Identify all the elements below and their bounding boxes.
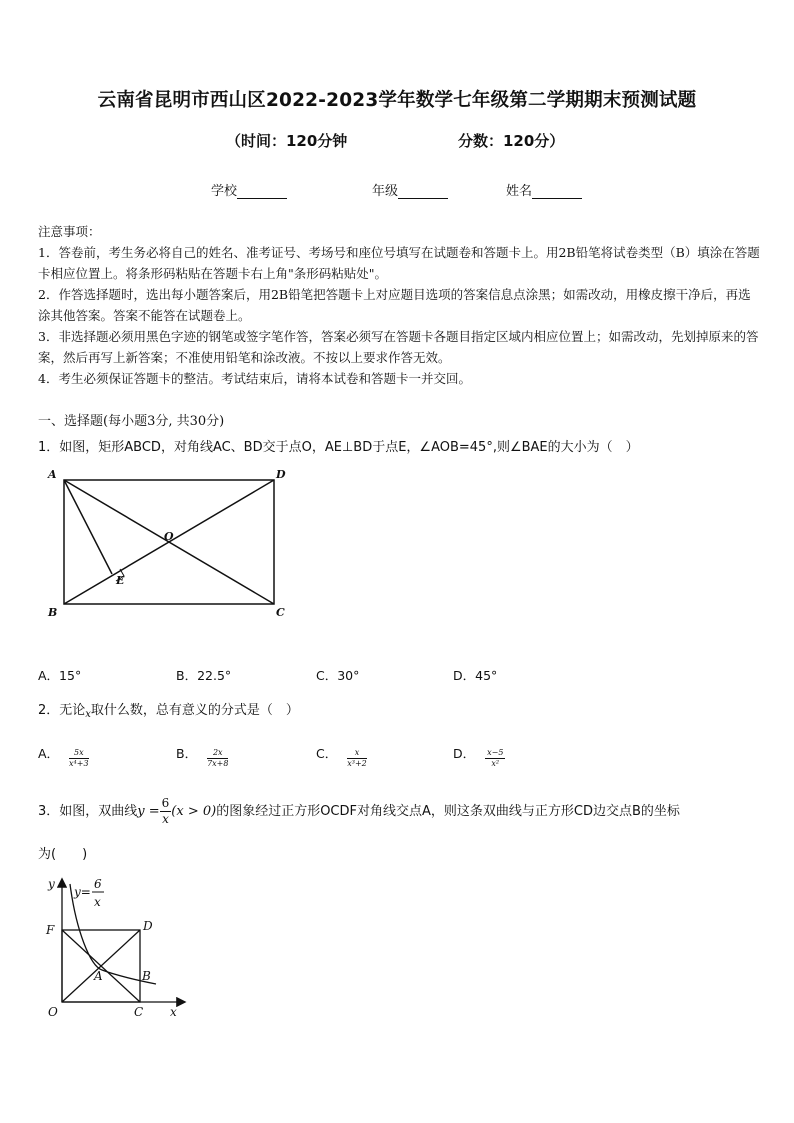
label-curve-den: x — [94, 895, 101, 909]
q2-option-a-fraction — [69, 748, 89, 769]
label-curve-num: 6 — [94, 877, 102, 891]
q3-eq-condition: (x > 0) — [171, 804, 217, 819]
grade-blank[interactable] — [398, 185, 448, 199]
notice-block — [38, 221, 760, 389]
q1-option-c[interactable]: C．30° — [316, 668, 360, 683]
notice-item: 3．非选择题必须用黑色字迹的钢笔或签字笔作答，答案必须写在答题卡各题目指定区域内相应位置上；如需改动，先划掉原来的答案，然后再写上新答案；不准使用铅笔和涂改液。不按以上要求作答无效。 — [38, 329, 759, 365]
name-field[interactable] — [506, 180, 582, 199]
q3-stem-pre: 3．如图，双曲线 — [38, 804, 138, 819]
fraction-numerator: 6 — [161, 796, 170, 810]
q2-option-c-fraction — [347, 748, 367, 769]
question-3-stem — [38, 796, 760, 827]
q2-option-b-fraction — [207, 748, 228, 769]
q3-stem-mid: 的图象经过正方形OCDF对角线交点A，则这条双曲线与正方形CD边交点B的坐标 — [216, 804, 680, 819]
total-score: 分数：120分） — [458, 132, 565, 150]
page-title: 云南省昆明市西山区2022-2023学年数学七年级第二学期期末预测试题 — [97, 90, 697, 111]
q2-option-b-label: B． — [176, 746, 198, 761]
label-o: O — [48, 1005, 58, 1019]
label-y: y — [48, 877, 55, 891]
notice-item: 4．考生必须保证答题卡的整洁。考试结束后，请将本试卷和答题卡一并交回。 — [38, 371, 471, 386]
label-c: C — [134, 1005, 144, 1019]
q3-eq-lhs: y = — [137, 804, 160, 819]
fraction-denominator: 7x+8 — [207, 759, 229, 768]
q1-option-a[interactable]: A．15° — [38, 668, 82, 683]
q2-stem-post: 取什么数，总有意义的分式是（ ） — [90, 703, 299, 718]
fraction-denominator: x³+2 — [347, 759, 367, 768]
notice-item: 2．作答选择题时，选出每小题答案后，用2B铅笔把答题卡上对应题目选项的答案信息点涂黑；如需改动，用橡皮擦干净后，再选涂其他答案。答案不能答在试题卷上。 — [38, 287, 751, 323]
q2-option-c[interactable] — [316, 740, 367, 769]
label-f: F — [46, 923, 55, 937]
label-o: O — [164, 530, 174, 543]
q1-option-b[interactable]: B．22.5° — [176, 668, 232, 683]
school-field[interactable] — [211, 180, 287, 199]
notice-item: 1．答卷前，考生务必将自己的姓名、准考证号、考场号和座位号填写在试题卷和答题卡上。用2B铅笔将试卷类型（B）填涂在答题卡相应位置上。将条形码粘贴在答题卡右上角"条形码粘贴处"。 — [38, 245, 760, 281]
fraction-numerator: x — [347, 748, 367, 759]
q2-option-b[interactable] — [176, 740, 228, 769]
time-limit: （时间：120分钟 — [226, 132, 348, 150]
grade-label: 年级 — [372, 184, 399, 199]
fraction-denominator: x⁴+3 — [69, 759, 89, 768]
q3-eq-fraction — [160, 796, 172, 827]
q2-option-d-label: D． — [453, 746, 476, 761]
question-3-stem-end: 为( ) — [38, 847, 88, 862]
q2-option-d[interactable] — [453, 740, 505, 769]
label-e: E — [116, 574, 125, 587]
q1-option-d[interactable]: D．45° — [453, 668, 498, 683]
label-b: B — [142, 969, 151, 983]
name-label: 姓名 — [506, 184, 533, 199]
question-3-figure — [36, 870, 196, 1025]
q2-option-a-label: A． — [38, 746, 60, 761]
label-d: D — [276, 468, 286, 481]
label-a: A — [48, 468, 57, 481]
q2-option-c-label: C． — [316, 746, 338, 761]
school-label: 学校 — [211, 184, 238, 199]
q2-var: x — [85, 709, 91, 720]
question-2-stem — [38, 699, 299, 720]
q2-stem-pre: 2．无论 — [38, 703, 86, 718]
label-d: D — [143, 919, 153, 933]
question-1-stem: 1．如图，矩形ABCD，对角线AC、BD交于点O，AE⊥BD于点E，∠AOB=45°,则∠BAE的大小为（ ） — [38, 440, 639, 455]
label-b: B — [48, 606, 58, 619]
section-heading: 一、选择题(每小题3分, 共30分) — [38, 414, 225, 429]
label-curve-eq: y= — [74, 885, 91, 899]
label-a: A — [94, 969, 103, 983]
fraction-denominator: x² — [491, 759, 500, 768]
name-blank[interactable] — [532, 185, 582, 199]
label-x: x — [170, 1005, 177, 1019]
fraction-numerator: x−5 — [487, 748, 504, 757]
fraction-numerator: 5x — [69, 748, 89, 759]
fraction-numerator: 2x — [207, 748, 228, 759]
grade-field[interactable] — [372, 180, 448, 199]
school-blank[interactable] — [237, 185, 287, 199]
fraction-denominator: x — [162, 812, 169, 826]
notice-heading: 注意事项： — [38, 224, 101, 239]
q2-option-a[interactable] — [38, 740, 89, 769]
question-1-figure — [40, 462, 300, 622]
label-c: C — [276, 606, 285, 619]
q2-option-d-fraction — [485, 748, 505, 769]
